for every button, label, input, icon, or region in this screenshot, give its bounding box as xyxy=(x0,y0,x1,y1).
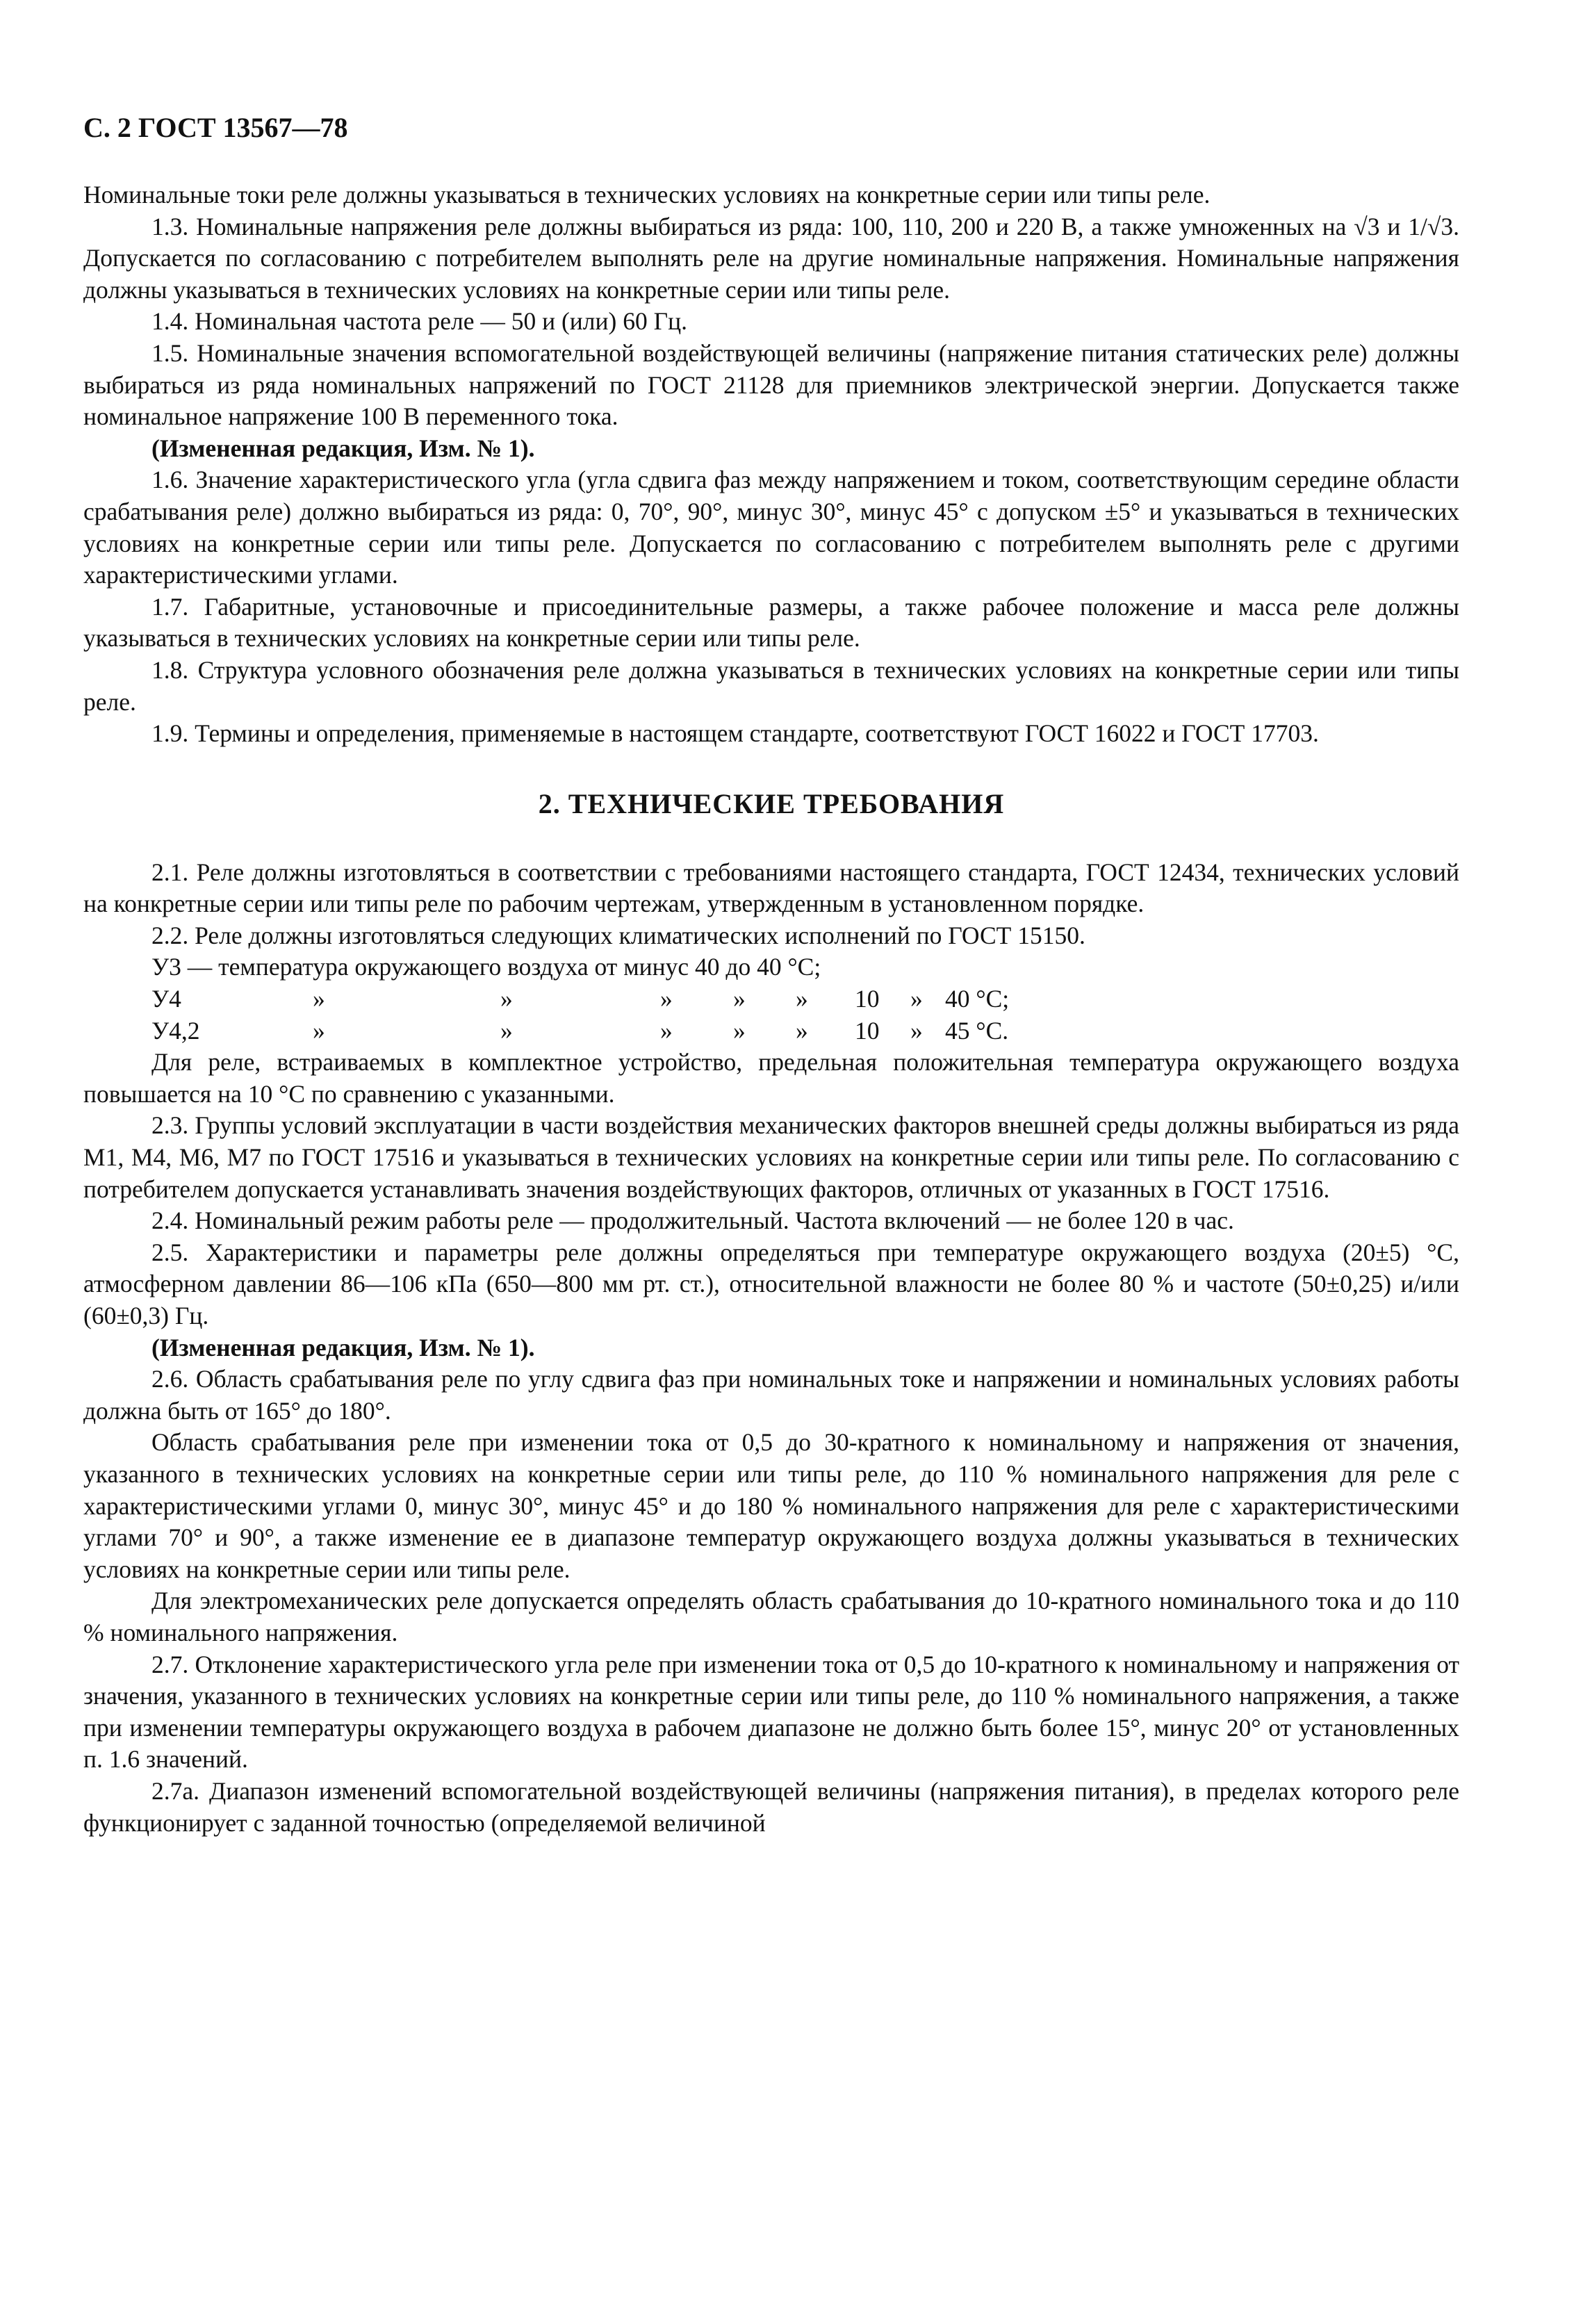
paragraph-intro: Номинальные токи реле должны указываться в технических условиях на конкретные серии или типы реле. xyxy=(83,181,1211,208)
climate-code: У4,2 xyxy=(151,1016,200,1045)
ditto-mark: » xyxy=(733,985,746,1013)
ditto-mark: » xyxy=(500,1016,513,1045)
paragraph-1-3: 1.3. Номинальные напряжения реле должны выбираться из ряда: 100, 110, 200 и 220 В, а также умноженных на √3 и 1/√3. Допускается по согласованию с потребителем выполнять реле на другие номинальные напряжения. Номинальные напряжения должны указываться в технических условиях на конкретные серии или типы реле. xyxy=(83,212,1459,304)
paragraph-2-1: 2.1. Реле должны изготовляться в соответствии с требованиями настоящего стандарта, ГОСТ 12434, технических условий на конкретные серии или типы реле по рабочим чертежам, утвержденным в установленном порядке. xyxy=(83,858,1459,918)
page-header: С. 2 ГОСТ 13567—78 xyxy=(83,112,348,143)
paragraph-2-2-note: Для реле, встраиваемых в комплектное устройство, предельная положительная температура окружающего воздуха повышается на 10 °С по сравнению с указанными. xyxy=(83,1048,1459,1108)
ditto-mark: » xyxy=(660,1016,673,1045)
paragraph-1-8: 1.8. Структура условного обозначения реле должна указываться в технических условиях на конкретные серии или типы реле. xyxy=(83,655,1459,716)
climate-row-text: У3 — температура окружающего воздуха от минус 40 до 40 °С; xyxy=(151,953,821,981)
paragraph-2-6b: Область срабатывания реле при изменении тока от 0,5 до 30-кратного к номинальному и напряжения от значения, указанного в технических условиях на конкретные серии или типы реле, до 110 % номинального напряжения для реле с характеристическими углами 0, минус 30°, минус 45° и до 180 % номинального напряжения для реле с характеристическими углами 70° и 90°, а также изменение ее в диапазоне температур окружающего воздуха должны указываться в технических условиях на конкретные серии или типы реле. xyxy=(83,1428,1459,1583)
climate-table xyxy=(83,951,1459,1047)
paragraph-1-6: 1.6. Значение характеристического угла (угла сдвига фаз между напряжением и током, соответствующим середине области срабатывания реле) должно выбираться из ряда: 0, 70°, 90°, минус 30°, минус 45° с допуском ±5° и указываться в технических условиях на конкретные серии или типы реле. Допускается по согласованию с потребителем выполнять реле с другими характеристическими углами. xyxy=(83,466,1459,589)
ditto-mark: » xyxy=(313,985,325,1013)
climate-row xyxy=(83,951,1459,983)
climate-upper: 40 °С; xyxy=(945,985,1010,1013)
document-page xyxy=(83,111,1459,1839)
ditto-mark: » xyxy=(796,985,808,1013)
ditto-mark: » xyxy=(733,1016,746,1045)
ditto-mark: » xyxy=(313,1016,325,1045)
climate-lower: 10 xyxy=(855,985,880,1013)
paragraph-1-9: 1.9. Термины и определения, применяемые в настоящем стандарте, соответствуют ГОСТ 16022 и ГОСТ 17703. xyxy=(151,719,1319,748)
climate-row xyxy=(83,983,1459,1015)
paragraph-2-2: 2.2. Реле должны изготовляться следующих климатических исполнений по ГОСТ 15150. xyxy=(151,921,1085,949)
ditto-mark: » xyxy=(910,1016,923,1045)
climate-upper: 45 °С. xyxy=(945,1016,1009,1045)
paragraph-2-7: 2.7. Отклонение характеристического угла реле при изменении тока от 0,5 до 10-кратного к номинальному и напряжения от значения, указанного в технических условиях на конкретные серии или типы реле, до 110 % номинального напряжения, а также при изменении температуры окружающего воздуха в рабочем диапазоне не должно быть более 15°, минус 20° от установленных п. 1.6 значений. xyxy=(83,1650,1459,1774)
paragraph-2-6: 2.6. Область срабатывания реле по углу сдвига фаз при номинальных токе и напряжении и номинальных условиях работы должна быть от 165° до 180°. xyxy=(83,1365,1459,1425)
edit-note-2: (Измененная редакция, Изм. № 1). xyxy=(151,1333,535,1361)
paragraph-1-4: 1.4. Номинальная частота реле — 50 и (или) 60 Гц. xyxy=(151,307,687,336)
paragraph-1-7: 1.7. Габаритные, установочные и присоединительные размеры, а также рабочее положение и масса реле должны указываться в технических условиях на конкретные серии или типы реле. xyxy=(83,592,1459,653)
ditto-mark: » xyxy=(660,985,673,1013)
paragraph-2-7a: 2.7а. Диапазон изменений вспомогательной воздействующей величины (напряжения питания), в пределах которого реле функционирует с заданной точностью (определяемой величиной xyxy=(83,1776,1459,1837)
ditto-mark: » xyxy=(500,985,513,1013)
ditto-mark: » xyxy=(796,1016,808,1045)
paragraph-2-5: 2.5. Характеристики и параметры реле должны определяться при температуре окружающего воздуха (20±5) °С, атмосферном давлении 86—106 кПа (650—800 мм рт. ст.), относительной влажности не более 80 % и частоте (50±0,25) и/или (60±0,3) Гц. xyxy=(83,1238,1459,1329)
edit-note-1: (Измененная редакция, Изм. № 1). xyxy=(151,434,535,462)
ditto-mark: » xyxy=(910,985,923,1013)
climate-code: У4 xyxy=(151,985,181,1013)
paragraph-2-3: 2.3. Группы условий эксплуатации в части воздействия механических факторов внешней среды должны выбираться из ряда М1, М4, М6, М7 по ГОСТ 17516 и указываться в технических условиях на конкретные серии или типы реле. По согласованию с потребителем допускается устанавливать значения воздействующих факторов, отличных от указанных в ГОСТ 17516. xyxy=(83,1111,1459,1203)
paragraph-2-4: 2.4. Номинальный режим работы реле — продолжительный. Частота включений — не более 120 в час. xyxy=(151,1206,1234,1235)
paragraph-1-5: 1.5. Номинальные значения вспомогательной воздействующей величины (напряжение питания статических реле) должны выбираться из ряда номинальных напряжений по ГОСТ 21128 для приемников электрической энергии. Допускается также номинальное напряжение 100 В переменного тока. xyxy=(83,338,1459,431)
paragraph-2-6c: Для электромеханических реле допускается определять область срабатывания до 10-кратного номинального тока и до 110 % номинального напряжения. xyxy=(83,1587,1459,1646)
section-heading: 2. ТЕХНИЧЕСКИЕ ТРЕБОВАНИЯ xyxy=(538,787,1005,819)
climate-row xyxy=(83,1015,1459,1047)
climate-lower: 10 xyxy=(855,1016,880,1045)
